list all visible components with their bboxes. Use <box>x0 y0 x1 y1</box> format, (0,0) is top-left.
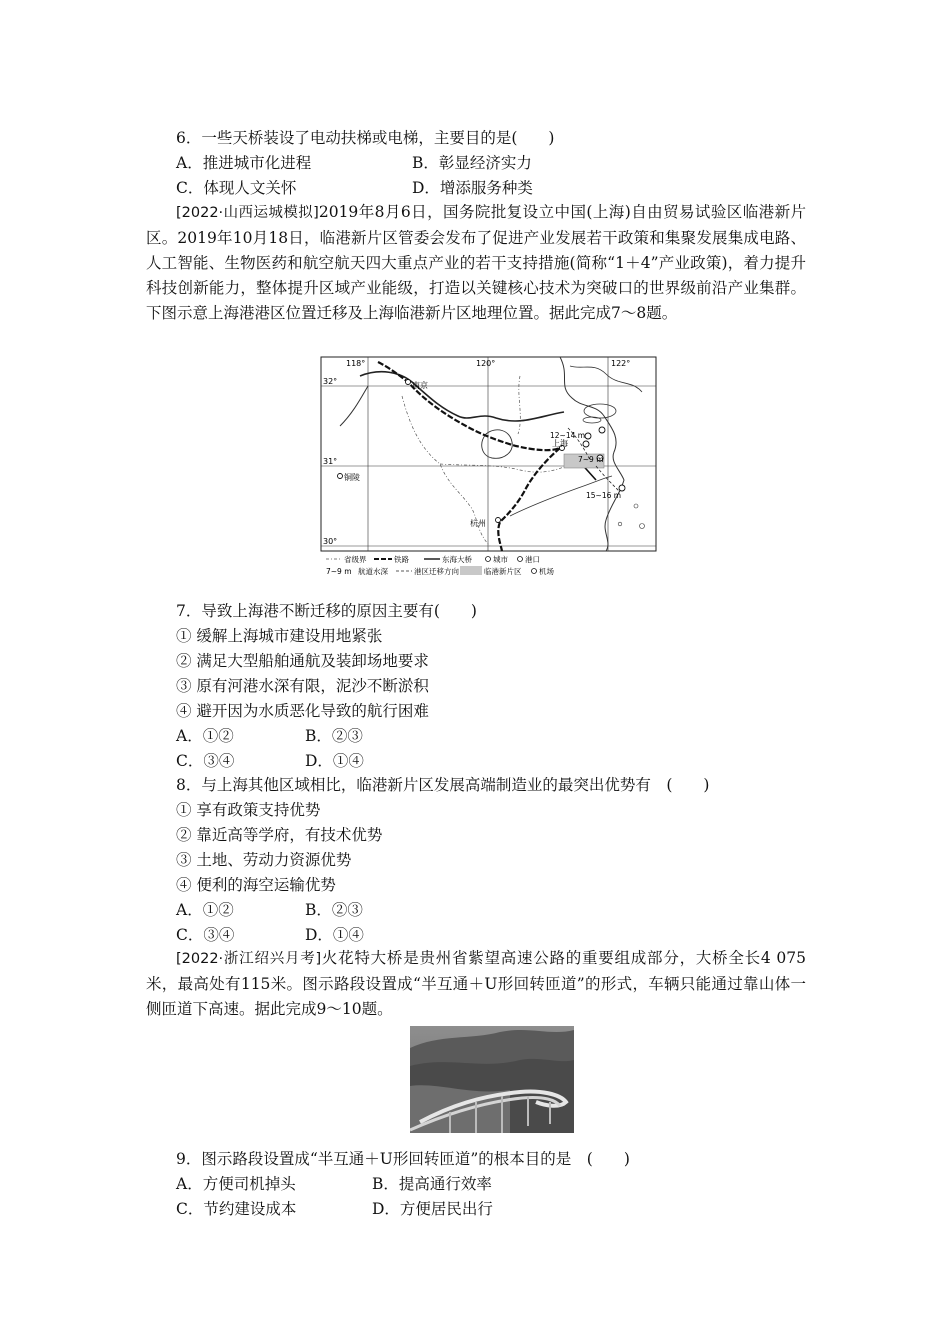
passage-bridge <box>146 946 806 1022</box>
city-marker <box>338 474 343 479</box>
legend-label: 7~9 m <box>326 567 352 576</box>
q6-option-d[interactable]: D．增添服务种类 <box>412 179 533 197</box>
lon-label: 118° <box>346 359 366 368</box>
legend-label: 港口 <box>525 555 540 564</box>
passage-source: [2022·浙江绍兴月考] <box>176 951 322 967</box>
airport-marker <box>599 427 605 433</box>
legend-label: 港区迁移方向 <box>414 567 459 576</box>
q9-option-b[interactable]: B．提高通行效率 <box>372 1175 492 1193</box>
passage-text: 火花特大桥是贵州省紫望高速公路的重要组成部分，大桥全长4 075米，最高处有115米。图示路段设置成“半互通＋U形回转匝道”的形式，车辆只能通过靠山体一侧匝道下高速。据此完成9～10题。 <box>146 949 806 1018</box>
q6-option-b[interactable]: B．彰显经济实力 <box>412 154 532 172</box>
lon-label: 122° <box>611 359 631 368</box>
q7-option-d[interactable]: D．①④ <box>305 752 364 770</box>
lat-label: 31° <box>323 457 338 466</box>
q7-stem: 7．导致上海港不断迁移的原因主要有( ) <box>176 602 477 620</box>
q8-option-d[interactable]: D．①④ <box>305 926 364 944</box>
q7-item: ③ 原有河港水深有限，泥沙不断淤积 <box>176 677 429 695</box>
legend-label: 铁路 <box>394 555 409 564</box>
city-label: 铜陵 <box>344 473 360 482</box>
q6-option-c[interactable]: C．体现人文关怀 <box>176 179 297 197</box>
legend-label: 省级界 <box>344 555 367 564</box>
q7-item: ① 缓解上海城市建设用地紧张 <box>176 627 383 645</box>
map-legend <box>326 554 554 576</box>
passage-shanghai <box>146 200 806 326</box>
passage-text: 2019年8月6日，国务院批复设立中国(上海)自由贸易试验区临港新片区。2019年10月18日，临港新片区管委会发布了促进产业发展若干政策和集聚发展集成电路、人工智能、生物医药和航空航天四大重点产业的若干支持措施(简称“1＋4”产业政策)，着力提升科技创新能力，整体提升区域产业能级，打造以关键核心技术为突破口的世界级前沿产业集群。下图示意上海港港区位置迁移及上海临港新片区地理位置。据此完成7～8题。 <box>146 203 807 322</box>
q7-item: ② 满足大型船舶通航及装卸场地要求 <box>176 652 429 670</box>
q9-option-d[interactable]: D．方便居民出行 <box>372 1200 493 1218</box>
city-label: 杭州 <box>470 519 486 528</box>
q7-option-c[interactable]: C．③④ <box>176 752 235 770</box>
port-marker <box>583 441 589 447</box>
bridge-photo <box>410 1026 574 1133</box>
q6-option-a[interactable]: A．推进城市化进程 <box>176 154 312 172</box>
q9-stem: 9．图示路段设置成“半互通＋U形回转匝道”的根本目的是 ( ) <box>176 1150 630 1168</box>
depth-label: 15~16 m <box>586 491 622 500</box>
lat-label: 32° <box>323 377 338 386</box>
q8-option-a[interactable]: A．①② <box>176 901 234 919</box>
q8-option-c[interactable]: C．③④ <box>176 926 235 944</box>
port-marker <box>585 433 591 439</box>
passage-source: [2022·山西运城模拟] <box>176 205 319 221</box>
q8-item: ① 享有政策支持优势 <box>176 801 321 819</box>
city-label: 南京 <box>412 381 428 390</box>
legend-label: 东海大桥 <box>442 555 472 564</box>
depth-label: 7~9 m <box>578 455 604 464</box>
q8-option-b[interactable]: B．②③ <box>305 901 363 919</box>
q9-option-c[interactable]: C．节约建设成本 <box>176 1200 297 1218</box>
q7-option-a[interactable]: A．①② <box>176 727 234 745</box>
q9-option-a[interactable]: A．方便司机掉头 <box>176 1175 296 1193</box>
q6-stem: 6．一些天桥装设了电动扶梯或电梯，主要目的是( ) <box>176 129 555 147</box>
legend-label: 机场 <box>539 567 554 576</box>
shanghai-port-map <box>320 356 657 580</box>
q8-item: ④ 便利的海空运输优势 <box>176 876 336 894</box>
q8-item: ② 靠近高等学府，有技术优势 <box>176 826 383 844</box>
legend-label: 临港新片区 <box>484 567 522 576</box>
depth-label: 12~14 m <box>550 431 586 440</box>
lon-label: 120° <box>476 359 496 368</box>
legend-label: 航道水深 <box>358 567 388 576</box>
q8-item: ③ 土地、劳动力资源优势 <box>176 851 352 869</box>
q7-item: ④ 避开因为水质恶化导致的航行困难 <box>176 702 429 720</box>
city-marker <box>496 518 501 523</box>
city-marker <box>406 380 411 385</box>
lat-label: 30° <box>323 537 338 546</box>
q7-option-b[interactable]: B．②③ <box>305 727 363 745</box>
legend-label: 城市 <box>493 555 508 564</box>
city-label: 上海 <box>552 439 568 448</box>
q8-stem: 8．与上海其他区域相比，临港新片区发展高端制造业的最突出优势有 ( ) <box>176 776 710 794</box>
